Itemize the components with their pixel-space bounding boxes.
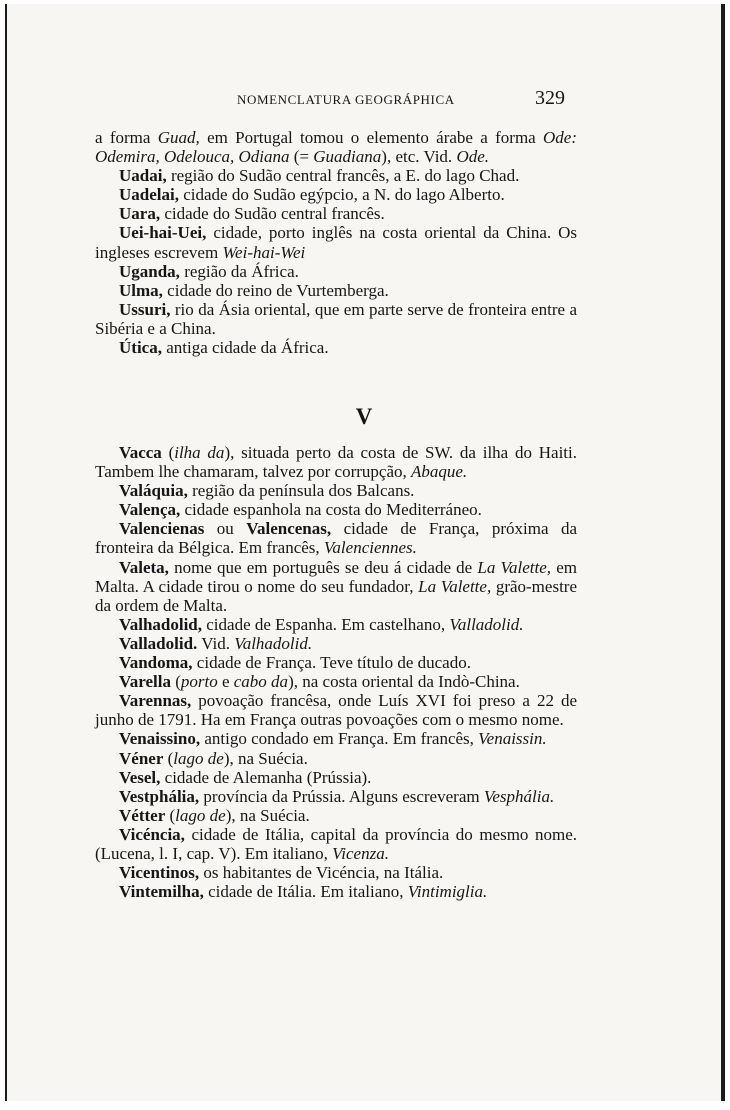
entry-valhadolid: Valhadolid, cidade de Espanha. Em castelhano, Valladolid. bbox=[119, 614, 524, 634]
entry-vestphalia: Vestphália, província da Prússia. Alguns escreveram Vesphália. bbox=[119, 786, 555, 806]
entry-varella: Varella (porto e cabo da), na costa oriental da Indò-China. bbox=[119, 672, 520, 692]
entry-uei-hai-uei: Uei-hai-Uei, cidade, porto inglês na costa oriental da China. Os ingleses escrevem Wei-hai-Wei bbox=[95, 223, 577, 262]
headword: Uara, bbox=[119, 204, 161, 224]
headword: Uei-hai-Uei, bbox=[119, 223, 207, 243]
entry-valladolid: Valladolid. Vid. Valhadolid. bbox=[119, 633, 313, 653]
headword: Uganda, bbox=[119, 261, 180, 281]
entry-guad-continuation: a forma Guad, em Portugal tomou o elemento árabe a forma Ode: Odemira, Odelouca, Odiana (= Guadiana), etc. Vid. Ode. bbox=[95, 128, 577, 167]
headword: Vicéncia, bbox=[119, 824, 185, 844]
headword: Valhadolid, bbox=[119, 614, 202, 634]
headword: Ussuri, bbox=[119, 299, 171, 319]
entry-ussuri: Ussuri, rio da Ásia oriental, que em parte serve de fronteira entre a Sibéria e a China. bbox=[95, 299, 577, 338]
page-header bbox=[7, 87, 721, 113]
entry-ulma: Ulma, cidade do reino de Vurtemberga. bbox=[119, 280, 389, 300]
headword: Vicentinos, bbox=[119, 863, 200, 883]
headword: Valencenas, bbox=[246, 519, 332, 539]
entry-uara: Uara, cidade do Sudão central francês. bbox=[119, 204, 385, 224]
headword: Vesel, bbox=[119, 767, 161, 787]
headword: Valáquia, bbox=[119, 481, 188, 501]
entry-vicencia: Vicéncia, cidade de Itália, capital da província do mesmo nome. (Lucena, l. I, cap. V). Em italiano, Vicenza. bbox=[95, 824, 577, 863]
headword: Varennas, bbox=[119, 691, 192, 711]
entry-uganda: Uganda, região da África. bbox=[119, 261, 299, 281]
entry-valenca: Valença, cidade espanhola na costa do Mediterráneo. bbox=[119, 500, 482, 520]
entry-vacca: Vacca (ilha da), situada perto da costa de SW. da ilha do Haiti. Tambem lhe chamaram, talvez por corrupção, Abaque. bbox=[95, 443, 577, 482]
headword: Ulma, bbox=[119, 280, 163, 300]
headword: Vandoma, bbox=[119, 653, 193, 673]
headword: Útica, bbox=[119, 338, 162, 358]
page-number: 329 bbox=[535, 87, 565, 109]
headword: Vacca bbox=[119, 443, 162, 462]
u-section bbox=[95, 128, 577, 357]
running-head: NOMENCLATURA GEOGRÁPHICA bbox=[237, 92, 455, 107]
entry-vetter: Vétter (lago de), na Suécia. bbox=[119, 805, 310, 825]
entry-uadelai: Uadelai, cidade do Sudão egýpcio, a N. do lago Alberto. bbox=[119, 185, 505, 205]
entry-vintemilha: Vintemilha, cidade de Itália. Em italiano, Vintimiglia. bbox=[119, 882, 488, 902]
entry-valencienas: Valencienas ou Valencenas, cidade de França, próxima da fronteira da Bélgica. Em francês, Valenciennes. bbox=[95, 519, 578, 558]
entry-vicentinos: Vicentinos, os habitantes de Vicéncia, na Itália. bbox=[119, 863, 444, 883]
headword: Varella bbox=[119, 672, 171, 692]
headword: Valença, bbox=[119, 500, 181, 520]
headword: Vestphália, bbox=[119, 786, 200, 806]
headword: Uadelai, bbox=[119, 185, 179, 205]
headword: Véner bbox=[119, 748, 164, 768]
entry-vandoma: Vandoma, cidade de França. Teve título de ducado. bbox=[119, 653, 471, 673]
entry-vesel: Vesel, cidade de Alemanha (Prússia). bbox=[119, 767, 372, 787]
headword: Valencienas bbox=[119, 519, 205, 539]
entry-valeta: Valeta, nome que em português se deu á cidade de La Valette, em Malta. A cidade tirou o nome do seu fundador, La Valette, grão-mestre da ordem de Malta. bbox=[95, 557, 577, 615]
headword: Vintemilha, bbox=[119, 882, 204, 902]
headword: Uadai, bbox=[119, 166, 167, 186]
headword: Venaissino, bbox=[119, 729, 201, 749]
book-page bbox=[5, 4, 725, 1101]
headword: Valladolid. bbox=[119, 633, 198, 653]
entry-varennas: Varennas, povoação francêsa, onde Luís XVI foi preso a 22 de junho de 1791. Ha em França outras povoações com o mesmo nome. bbox=[95, 691, 577, 730]
section-letter-heading: V bbox=[355, 404, 373, 429]
headword: Valeta, bbox=[119, 557, 169, 577]
entry-uadai: Uadai, região do Sudão central francês, a E. do lago Chad. bbox=[119, 166, 520, 186]
entry-valaquia: Valáquia, região da península dos Balcans. bbox=[119, 481, 415, 501]
entry-utica: Útica, antiga cidade da África. bbox=[119, 338, 329, 358]
v-section bbox=[95, 443, 577, 901]
entry-vener: Véner (lago de), na Suécia. bbox=[119, 748, 308, 768]
headword: Vétter bbox=[119, 805, 166, 825]
entry-venaissino: Venaissino, antigo condado em França. Em francês, Venaissin. bbox=[119, 729, 547, 749]
